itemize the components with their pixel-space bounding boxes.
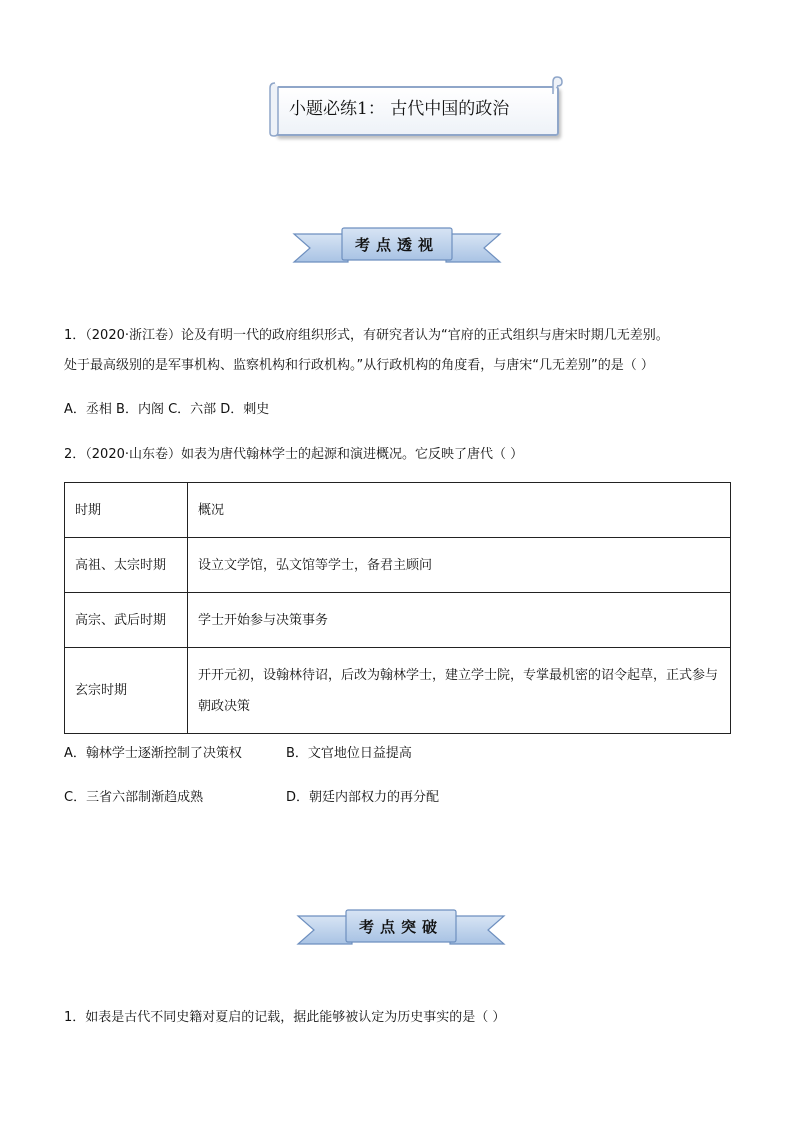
table-cell: 高宗、武后时期 bbox=[65, 593, 188, 648]
table-cell: 设立文学馆，弘文馆等学士，备君主顾问 bbox=[188, 538, 731, 593]
q1-line-2: 处于最高级别的是军事机构、监察机构和行政机构。”从行政机构的角度看，与唐宋“几无差别”的是（ ） bbox=[64, 358, 654, 373]
q2-option-a: A．翰林学士逐渐控制了决策权 bbox=[64, 746, 242, 761]
table-cell: 玄宗时期 bbox=[65, 648, 188, 734]
section-banner-2 bbox=[296, 906, 506, 950]
table-cell: 高祖、太宗时期 bbox=[65, 538, 188, 593]
table-row bbox=[65, 648, 731, 734]
title-scroll bbox=[271, 80, 561, 140]
table-header-cell: 概况 bbox=[188, 483, 731, 538]
section-label: 考点突破 bbox=[358, 918, 443, 936]
table-row bbox=[65, 538, 731, 593]
table-cell: 学士开始参与决策事务 bbox=[188, 593, 731, 648]
section-label: 考点透视 bbox=[354, 236, 439, 254]
page-title: 小题必练1： 古代中国的政治 bbox=[289, 99, 510, 119]
q2-option-c: C．三省六部制渐趋成熟 bbox=[64, 790, 204, 805]
q3-stem: 1．如表是古代不同史籍对夏启的记载，据此能够被认定为历史事实的是（ ） bbox=[64, 1010, 506, 1025]
q2-option-b: B．文官地位日益提高 bbox=[286, 746, 412, 761]
q2-option-d: D．朝廷内部权力的再分配 bbox=[286, 790, 440, 805]
scroll-curl-left bbox=[269, 79, 281, 137]
q1-options: A．丞相 B．内阁 C．六部 D．刺史 bbox=[64, 402, 270, 417]
q2-stem: 2．（2020·山东卷）如表为唐代翰林学士的起源和演进概况。它反映了唐代（ ） bbox=[64, 447, 524, 462]
table-cell: 开开元初，设翰林待诏，后改为翰林学士，建立学士院，专掌最机密的诏令起草，正式参与朝政决策 bbox=[188, 648, 731, 734]
section-banner-1 bbox=[292, 224, 502, 268]
history-table bbox=[64, 482, 731, 734]
table-header-cell: 时期 bbox=[65, 483, 188, 538]
scroll-curl-right bbox=[551, 76, 563, 96]
table-row bbox=[65, 593, 731, 648]
q1-line-1: 1．（2020·浙江卷）论及有明一代的政府组织形式，有研究者认为“官府的正式组织与唐宋时期几无差别。 bbox=[64, 328, 669, 343]
table-header-row bbox=[65, 483, 731, 538]
